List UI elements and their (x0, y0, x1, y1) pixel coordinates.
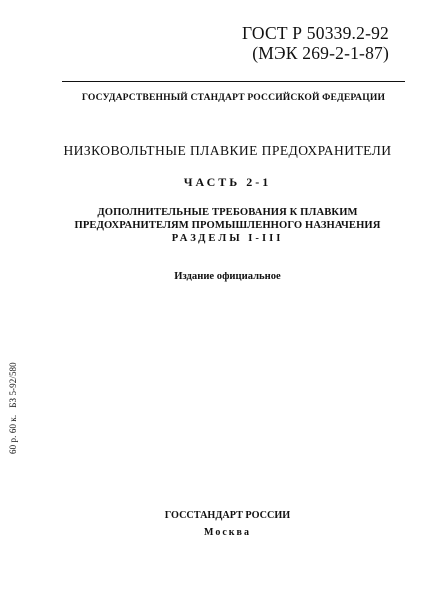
subtitle-sections: РАЗДЕЛЫ I-III (171, 233, 284, 244)
publication-city: Москва (204, 527, 251, 538)
iec-number: (МЭК 269-2-1-87) (252, 43, 389, 63)
document-subtitle (62, 206, 393, 245)
catalog-code: БЗ 5-92/580 (8, 362, 18, 408)
publisher-name: ГОССТАНДАРТ РОССИИ (164, 510, 291, 521)
part-number: ЧАСТЬ 2-1 (183, 175, 272, 189)
header-rule (62, 81, 405, 82)
standard-type-line: ГОСУДАРСТВЕННЫЙ СТАНДАРТ РОССИЙСКОЙ ФЕДЕРАЦИИ (81, 92, 386, 103)
price-text: 60 р. 60 к. (8, 414, 18, 454)
edition-label: Издание официальное (174, 271, 281, 282)
subtitle-line-1: ДОПОЛНИТЕЛЬНЫЕ ТРЕБОВАНИЯ К ПЛАВКИМ (97, 207, 358, 218)
gost-number: ГОСТ Р 50339.2-92 (242, 23, 389, 43)
side-imprint (8, 362, 18, 454)
standard-number-block (189, 23, 389, 63)
subtitle-line-2: ПРЕДОХРАНИТЕЛЯМ ПРОМЫШЛЕННОГО НАЗНАЧЕНИЯ (74, 220, 381, 231)
document-title: НИЗКОВОЛЬТНЫЕ ПЛАВКИЕ ПРЕДОХРАНИТЕЛИ (63, 143, 392, 158)
